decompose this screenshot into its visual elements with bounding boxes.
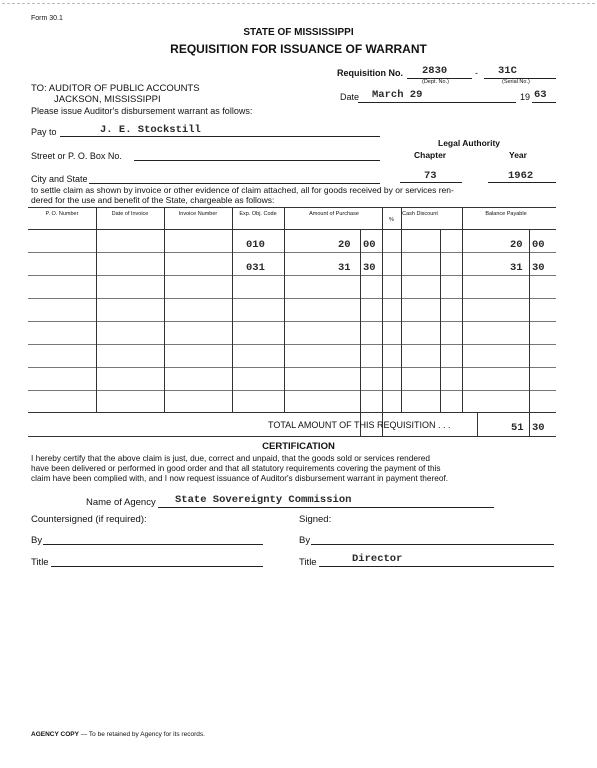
- settle-text-2: dered for the use and benefit of the State, chargeable as follows:: [31, 195, 275, 205]
- date-line: [358, 102, 516, 103]
- street-line: [134, 160, 380, 161]
- header-po-number: P. O. Number: [45, 211, 79, 217]
- title-line-right: [319, 566, 554, 567]
- signed-label: Signed:: [299, 514, 332, 525]
- col-divider: [96, 207, 97, 412]
- row-1-amount-cents: 00: [363, 239, 376, 251]
- total-dollars: 51: [511, 422, 524, 434]
- serial-caption: (Serial No.): [502, 79, 530, 85]
- instruction-text: Please issue Auditor's disbursement warrant as follows:: [31, 106, 253, 116]
- table-row-rule: [28, 321, 556, 322]
- year-value: 63: [534, 89, 547, 101]
- row-2-balance-cents: 30: [532, 262, 545, 274]
- form-number: Form 30.1: [31, 15, 63, 22]
- table-top-rule: [28, 207, 556, 208]
- row-1-exp-code: 010: [246, 239, 265, 251]
- header-percent: %: [389, 217, 394, 223]
- year-line: [532, 102, 556, 103]
- col-divider: [401, 207, 402, 412]
- requisition-label: Requisition No.: [337, 68, 403, 78]
- col-divider-cents: [529, 229, 530, 436]
- table-header-rule: [28, 229, 556, 230]
- title-line-left: [51, 566, 263, 567]
- row-2-exp-code: 031: [246, 262, 265, 274]
- col-divider-cents: [360, 229, 361, 436]
- pay-to-line: [60, 136, 380, 137]
- addressee-line-2: JACKSON, MISSISSIPPI: [54, 94, 161, 105]
- addressee-line-1: TO: AUDITOR OF PUBLIC ACCOUNTS: [31, 83, 200, 94]
- header-exp-obj-code: Exp. Obj. Code: [239, 211, 277, 217]
- row-2-amount-cents: 30: [363, 262, 376, 274]
- agency-copy-label: AGENCY COPY: [31, 731, 79, 738]
- title-value-right: Director: [352, 553, 403, 565]
- table-row-rule: [28, 252, 556, 253]
- year-label: Year: [509, 150, 527, 160]
- header-balance-payable: Balance Payable: [485, 211, 527, 217]
- total-label: TOTAL AMOUNT OF THIS REQUISITION . . .: [268, 420, 451, 430]
- certification-text-1: I hereby certify that the above claim is just, due, correct and unpaid, that the goods sold or services rendered: [31, 453, 430, 463]
- certification-text-2: have been delivered or performed in good order and that all statutory requirements covering the payment of this: [31, 463, 441, 473]
- row-1-amount-dollars: 20: [338, 239, 351, 251]
- col-divider: [284, 207, 285, 412]
- pay-to-label: Pay to: [31, 127, 57, 137]
- chapter-label: Chapter: [414, 150, 447, 160]
- state-heading: STATE OF MISSISSIPPI: [243, 27, 354, 38]
- city-line: [89, 183, 380, 184]
- footer-note: [31, 731, 205, 738]
- date-label: Date: [340, 92, 360, 102]
- by-label-left: By: [31, 535, 43, 546]
- countersigned-label: Countersigned (if required):: [31, 514, 147, 525]
- form-title: REQUISITION FOR ISSUANCE OF WARRANT: [170, 42, 427, 56]
- col-divider: [164, 207, 165, 412]
- header-date-of-invoice: Date of Invoice: [111, 211, 149, 217]
- total-box-left: [477, 412, 478, 436]
- header-invoice-number: Invoice Number: [178, 211, 218, 217]
- title-label-right: Title: [299, 557, 317, 568]
- col-divider-cents: [440, 229, 441, 412]
- table-row-rule: [28, 344, 556, 345]
- year-authority-line: [488, 182, 556, 183]
- by-line-left: [43, 544, 263, 545]
- table-bottom-rule: [28, 436, 556, 437]
- header-cash-discount: Cash Discount: [402, 211, 438, 217]
- table-row-rule: [28, 275, 556, 276]
- dept-caption: (Dept. No.): [422, 79, 449, 85]
- requisition-dash: -: [475, 68, 478, 78]
- chapter-value: 73: [424, 170, 437, 182]
- table-row-rule: [28, 390, 556, 391]
- serial-number: 31C: [498, 65, 517, 77]
- row-2-amount-dollars: 31: [338, 262, 351, 274]
- table-row-rule: [28, 298, 556, 299]
- total-cents: 30: [532, 422, 545, 434]
- chapter-line: [400, 182, 462, 183]
- col-divider: [232, 207, 233, 412]
- agency-line: [158, 507, 494, 508]
- certification-text-3: claim have been complied with, and I now request issuance of Auditor's disbursement warrant in payment thereof.: [31, 473, 449, 483]
- title-label-left: Title: [31, 557, 49, 568]
- agency-copy-text: — To be retained by Agency for its records.: [80, 731, 205, 738]
- legal-authority-title: Legal Authority: [438, 138, 501, 148]
- pay-to-value: J. E. Stockstill: [100, 124, 201, 136]
- dept-number: 2830: [422, 65, 448, 77]
- row-2-balance-dollars: 31: [510, 262, 523, 274]
- row-1-balance-cents: 00: [532, 239, 545, 251]
- table-row-rule: [28, 367, 556, 368]
- city-label: City and State: [31, 174, 88, 184]
- page-top-border: [2, 3, 595, 4]
- by-line-right: [311, 544, 554, 545]
- year-authority-value: 1962: [508, 170, 534, 182]
- by-label-right: By: [299, 535, 311, 546]
- certification-title: CERTIFICATION: [262, 441, 335, 452]
- agency-value: State Sovereignty Commission: [175, 494, 352, 506]
- settle-text-1: to settle claim as shown by invoice or other evidence of claim attached, all for goods received by or services ren-: [31, 185, 454, 195]
- col-divider: [382, 207, 383, 436]
- row-1-balance-dollars: 20: [510, 239, 523, 251]
- street-label: Street or P. O. Box No.: [31, 151, 122, 161]
- header-amount-of-purchase: Amount of Purchase: [309, 211, 359, 217]
- col-divider: [462, 207, 463, 412]
- year-prefix: 19: [520, 92, 531, 102]
- agency-label: Name of Agency: [86, 497, 156, 508]
- date-value: March 29: [372, 89, 423, 101]
